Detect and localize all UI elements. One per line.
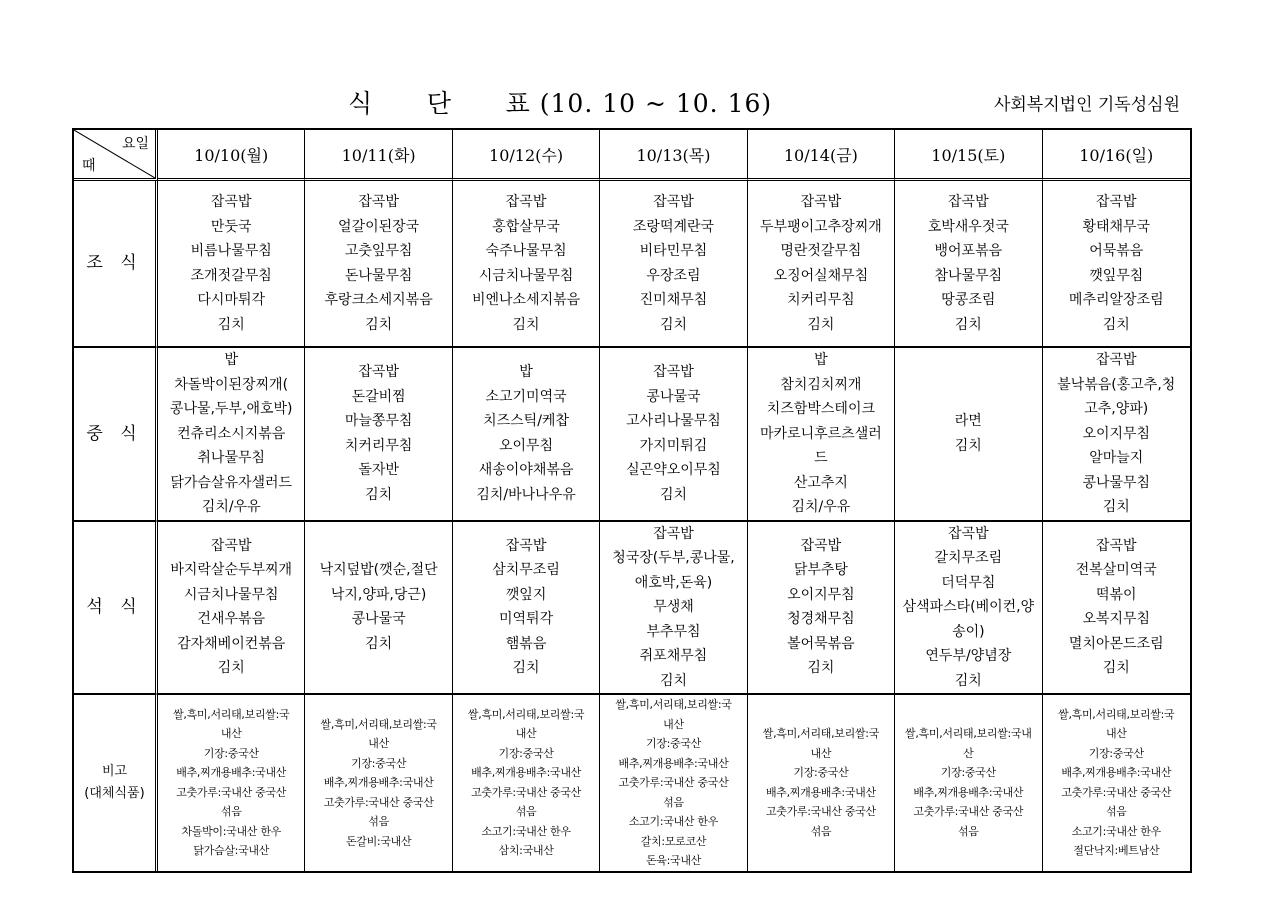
menu-item: 멸치아몬드조림 <box>1068 635 1164 652</box>
notes-cell <box>453 694 600 871</box>
menu-item: 닭가슴살:국내산 <box>193 844 270 858</box>
menu-cell <box>305 347 452 521</box>
menu-item: 김치/바나나우유 <box>476 486 576 503</box>
menu-item: 황태채무국 <box>1082 218 1151 235</box>
menu-cell <box>453 521 600 695</box>
menu-item: 절단낙지:베트남산 <box>1073 844 1160 858</box>
menu-item: 참치김치찌개 <box>780 376 862 393</box>
menu-item: 오징어실채무침 <box>773 267 869 284</box>
menu-item: 섞음 <box>663 795 684 809</box>
lunch-row <box>74 347 1190 521</box>
menu-item: 김치 <box>512 660 540 677</box>
menu-item: 기장:중국산 <box>1088 746 1144 760</box>
menu-item: 돈나물무침 <box>344 267 413 284</box>
menu-item: 김치 <box>659 486 687 503</box>
menu-item: 쌀,흑미,서리태,보리쌀:국 <box>615 698 732 711</box>
menu-item: 닭부추탕 <box>793 562 848 579</box>
menu-item: 잡곡밥 <box>1095 537 1137 554</box>
day-header: 10/10(월) <box>158 130 305 181</box>
meal-label: 중 식 <box>74 347 158 521</box>
menu-item: 치즈함박스테이크 <box>766 401 875 417</box>
menu-item: 낙지덮밥(깻순,절단 <box>319 562 438 579</box>
corner-cell <box>74 130 158 181</box>
menu-item: 가지미튀김 <box>639 437 708 454</box>
menu-item: 차돌박이:국내산 한우 <box>181 824 281 838</box>
notes-row <box>74 694 1190 871</box>
menu-item: 고춧가루:국내산 중국산 <box>176 785 287 799</box>
menu-item: 갈치:모로코산 <box>640 834 707 848</box>
menu-item: 알마늘지 <box>1089 450 1144 466</box>
menu-item: 쌀,흑미,서리태,보리쌀:국 <box>467 707 585 721</box>
menu-item: 쌀,흑미,서리태,보리쌀:국내 <box>905 727 1032 741</box>
menu-item: 섞음 <box>1105 805 1127 819</box>
menu-item: 비엔나소세지볶음 <box>471 292 581 308</box>
menu-item: 시금치나물무침 <box>183 586 279 603</box>
menu-item: 불낙볶음(홍고추,청 <box>1057 376 1176 393</box>
menu-item: 콩나물국 <box>646 388 701 405</box>
menu-cell <box>748 347 895 521</box>
menu-item: 연두부/양념장 <box>925 648 1012 664</box>
menu-item: 돈갈비:국내산 <box>345 834 412 848</box>
menu-item: 마카로니후르츠샐러 <box>760 425 882 442</box>
notes-cell <box>600 694 747 871</box>
menu-item: 내산 <box>368 737 389 750</box>
menu-item: 돈육:국내산 <box>645 854 701 867</box>
menu-item: 콩나물,두부,애호박) <box>169 401 293 417</box>
menu-item: 김치 <box>365 635 393 652</box>
menu-item: 잡곡밥 <box>505 537 547 554</box>
day-header: 10/13(목) <box>600 130 747 181</box>
menu-item: 고추,양파) <box>1084 401 1149 417</box>
menu-cell <box>748 521 895 695</box>
menu-item: 비타민무침 <box>639 243 708 259</box>
menu-item: 만둣국 <box>210 218 252 235</box>
menu-item: 기장:중국산 <box>940 766 996 780</box>
menu-item: 취나물무침 <box>197 450 266 466</box>
menu-item: 고춧가루:국내산 중국산 <box>765 805 876 819</box>
menu-item: 어묵볶음 <box>1089 243 1144 259</box>
notes-label-line: 비고 <box>101 763 128 779</box>
menu-item: 치커리무침 <box>787 292 855 308</box>
menu-item: 조랑떡계란국 <box>632 218 715 235</box>
menu-cell <box>305 521 452 695</box>
menu-item: 애호박,돈육) <box>634 574 713 591</box>
menu-item: 잡곡밥 <box>800 194 842 210</box>
menu-item: 잡곡밥 <box>800 537 842 554</box>
menu-item: 김치 <box>807 660 835 677</box>
menu-cell <box>600 181 747 347</box>
menu-item: 뱅어포볶음 <box>934 243 1003 259</box>
menu-item: 김치 <box>217 660 245 677</box>
menu-item: 섞음 <box>810 824 832 838</box>
menu-item: 콩나물국 <box>351 611 406 628</box>
menu-item: 볼어묵볶음 <box>787 635 855 652</box>
menu-item: 김치/우유 <box>791 499 851 515</box>
menu-cell <box>305 181 452 347</box>
notes-cell <box>1043 694 1190 871</box>
menu-item: 쌀,흑미,서리태,보리쌀:국 <box>173 707 290 721</box>
menu-item: 조개젓갈무침 <box>190 267 272 284</box>
menu-item: 두부팽이고추장찌개 <box>760 218 882 235</box>
menu-item: 소고기:국내산 한우 <box>628 815 719 828</box>
day-header: 10/15(토) <box>895 130 1042 181</box>
menu-item: 기장:중국산 <box>645 737 701 750</box>
menu-cell <box>453 181 600 347</box>
breakfast-row <box>74 181 1190 347</box>
menu-item: 소고기미역국 <box>485 388 567 405</box>
menu-item: 비름나물무침 <box>190 243 272 259</box>
notes-label-line: (대체식품) <box>84 785 145 801</box>
menu-item: 우장조림 <box>646 267 701 284</box>
menu-item: 돈갈비찜 <box>351 388 406 405</box>
menu-item: 삼치무조림 <box>492 562 560 579</box>
menu-item: 밥 <box>224 352 238 368</box>
menu-item: 섞음 <box>957 824 979 838</box>
menu-item: 김치 <box>954 316 982 333</box>
menu-cell <box>158 181 305 347</box>
notes-cell <box>158 694 305 871</box>
menu-item: 잡곡밥 <box>210 194 252 210</box>
menu-item: 김치 <box>954 672 982 689</box>
menu-item: 배추,찌개용배추:국내산 <box>176 766 287 780</box>
menu-item: 기장:중국산 <box>351 756 407 770</box>
menu-item: 돌자반 <box>358 462 399 479</box>
menu-item: 고춧가루:국내산 중국산 <box>1061 785 1172 799</box>
menu-item: 배추,찌개용배추:국내산 <box>323 776 434 789</box>
menu-item: 치커리무침 <box>344 437 413 454</box>
menu-item: 오복지무침 <box>1082 611 1151 628</box>
menu-item: 김치 <box>1102 499 1130 515</box>
menu-item: 내산 <box>515 727 537 741</box>
menu-item: 콩나물무침 <box>1082 474 1151 491</box>
menu-item: 마늘쫑무침 <box>344 413 413 430</box>
menu-item: 김치/우유 <box>201 499 261 515</box>
menu-item: 잡곡밥 <box>653 364 694 381</box>
menu-item: 밥 <box>519 364 533 381</box>
notes-cell <box>895 694 1042 871</box>
menu-item: 잡곡밥 <box>653 194 694 210</box>
day-header: 10/16(일) <box>1043 130 1190 181</box>
menu-item: 갈치무조림 <box>934 550 1003 566</box>
menu-item: 잡곡밥 <box>358 364 399 381</box>
menu-item: 기장:중국산 <box>793 766 849 780</box>
meal-label: 석 식 <box>74 521 158 695</box>
menu-item: 기장:중국산 <box>498 746 554 760</box>
menu-cell <box>895 181 1042 347</box>
menu-item: 땅콩조림 <box>941 292 996 308</box>
menu-item: 기장:중국산 <box>203 746 259 760</box>
menu-item: 치즈스틱/케찹 <box>483 413 569 430</box>
menu-item: 쌀,흑미,서리태,보리쌀:국 <box>320 717 437 731</box>
menu-item: 호박새우젓국 <box>927 218 1009 235</box>
menu-cell <box>453 347 600 521</box>
menu-item: 김치 <box>1102 660 1130 677</box>
menu-table <box>72 128 1192 873</box>
menu-item: 무생채 <box>653 599 694 615</box>
menu-item: 잡곡밥 <box>653 525 694 542</box>
menu-item: 내산 <box>810 746 832 760</box>
menu-item: 내산 <box>1105 727 1127 741</box>
menu-item: 김치 <box>659 672 687 689</box>
menu-cell <box>895 521 1042 695</box>
menu-item: 얼갈이된장국 <box>338 218 420 235</box>
corner-meal-label: 때 <box>82 158 96 174</box>
menu-item: 시금치나물무침 <box>478 267 574 284</box>
menu-item: 내산 <box>663 717 684 731</box>
menu-item: 오이무침 <box>499 437 554 454</box>
menu-item: 부추무침 <box>646 623 701 640</box>
menu-item: 삼치:국내산 <box>498 844 554 858</box>
menu-item: 청국장(두부,콩나물, <box>612 550 735 566</box>
menu-item: 산고추지 <box>793 474 848 491</box>
menu-item: 낙지,양파,당근) <box>330 586 427 603</box>
menu-item: 밥 <box>814 352 828 368</box>
menu-item: 진미채무침 <box>639 292 708 308</box>
menu-item: 김치 <box>512 316 540 333</box>
menu-item: 잡곡밥 <box>505 194 547 210</box>
menu-cell <box>895 347 1042 521</box>
menu-item: 쌀,흑미,서리태,보리쌀:국 <box>1058 707 1175 721</box>
menu-item: 잡곡밥 <box>210 537 252 554</box>
menu-item: 김치 <box>365 486 393 503</box>
notes-cell <box>748 694 895 871</box>
menu-item: 배추,찌개용배추:국내산 <box>471 766 581 780</box>
menu-item: 닭가슴살유자샐러드 <box>170 474 293 491</box>
menu-item: 바지락살순두부찌개 <box>170 562 293 579</box>
menu-item: 김치 <box>659 316 687 333</box>
menu-item: 잡곡밥 <box>948 525 989 542</box>
menu-item: 깻잎무침 <box>1089 267 1144 284</box>
menu-cell <box>158 521 305 695</box>
menu-cell <box>1043 181 1190 347</box>
menu-item: 전복살미역국 <box>1075 562 1157 579</box>
menu-item: 다시마튀각 <box>197 292 266 308</box>
menu-item: 청경채무침 <box>787 611 855 628</box>
menu-item: 실곤약오이무침 <box>626 462 721 479</box>
menu-item: 배추,찌개용배추:국내산 <box>913 785 1024 799</box>
header-row <box>74 130 1190 181</box>
menu-item: 김치 <box>807 316 835 333</box>
menu-item: 오이지무침 <box>787 586 855 603</box>
menu-cell <box>1043 347 1190 521</box>
menu-item: 새송이야채볶음 <box>478 462 574 479</box>
menu-item: 섞음 <box>220 805 242 819</box>
menu-item: 김치 <box>217 316 245 333</box>
menu-item: 숙주나물무침 <box>485 243 567 259</box>
menu-item: 햄볶음 <box>505 635 547 652</box>
day-header: 10/14(금) <box>748 130 895 181</box>
menu-item: 떡볶이 <box>1095 586 1137 603</box>
menu-item: 송이) <box>952 623 985 640</box>
menu-item: 잡곡밥 <box>1095 352 1137 368</box>
menu-item: 명란젓갈무침 <box>780 243 862 259</box>
menu-item: 고사리나물무침 <box>626 413 721 430</box>
dinner-row <box>74 521 1190 695</box>
day-header: 10/11(화) <box>305 130 452 181</box>
menu-item: 잡곡밥 <box>948 194 989 210</box>
menu-item: 더덕무침 <box>941 574 996 591</box>
menu-item: 배추,찌개용배추:국내산 <box>1061 766 1172 780</box>
menu-item: 컨츄리소시지볶음 <box>177 425 286 442</box>
menu-item: 고춧가루:국내산 중국산 <box>471 785 581 799</box>
menu-item: 배추,찌개용배추:국내산 <box>765 785 876 799</box>
menu-item: 오이지무침 <box>1082 425 1151 442</box>
menu-item: 고춧가루:국내산 중국산 <box>323 795 434 809</box>
menu-cell <box>158 347 305 521</box>
menu-item: 후랑크소세지볶음 <box>324 292 433 308</box>
page-title: 식 단 표 (10. 10 ~ 10. 16) <box>348 89 773 118</box>
menu-item: 고춧가루:국내산 중국산 <box>913 805 1024 819</box>
corner-day-label: 요일 <box>121 136 149 152</box>
menu-item: 라면 <box>954 413 982 430</box>
menu-item: 고춧가루:국내산 중국산 <box>618 776 729 789</box>
menu-item: 쥐포채무침 <box>639 648 708 664</box>
day-header: 10/12(수) <box>453 130 600 181</box>
menu-item: 홍합살무국 <box>492 218 560 235</box>
menu-item: 고춧잎무침 <box>344 243 413 259</box>
menu-item: 산 <box>963 746 974 760</box>
meal-label: 조 식 <box>74 181 158 347</box>
menu-item: 김치 <box>365 316 393 333</box>
menu-item: 참나물무침 <box>934 267 1003 284</box>
menu-cell <box>600 521 747 695</box>
menu-item: 미역튀각 <box>499 611 554 628</box>
menu-item: 깻잎지 <box>505 586 547 603</box>
menu-item: 건새우볶음 <box>197 611 266 628</box>
menu-cell <box>1043 521 1190 695</box>
menu-item: 쌀,흑미,서리태,보리쌀:국 <box>762 727 880 741</box>
menu-item: 감자채베이컨볶음 <box>177 635 286 652</box>
menu-item: 섞음 <box>368 815 389 828</box>
menu-cell <box>748 181 895 347</box>
menu-item: 섞음 <box>515 805 537 819</box>
menu-item: 메추리알장조림 <box>1068 292 1164 308</box>
menu-item: 삼색파스타(베이컨,양 <box>902 599 1035 615</box>
menu-item: 드 <box>814 450 828 466</box>
menu-item: 잡곡밥 <box>358 194 399 210</box>
notes-cell <box>305 694 452 871</box>
menu-item: 김치 <box>1102 316 1130 333</box>
menu-item: 차돌박이된장찌개( <box>174 376 289 393</box>
menu-item: 배추,찌개용배추:국내산 <box>618 756 729 770</box>
menu-cell <box>600 347 747 521</box>
menu-item: 내산 <box>220 727 242 741</box>
menu-item: 소고기:국내산 한우 <box>481 824 571 838</box>
menu-item: 소고기:국내산 한우 <box>1071 824 1161 838</box>
menu-item: 김치 <box>954 437 982 454</box>
menu-item: 잡곡밥 <box>1095 194 1137 210</box>
organization-name: 사회복지법인 기독성심원 <box>993 95 1180 115</box>
notes-label <box>74 694 158 871</box>
